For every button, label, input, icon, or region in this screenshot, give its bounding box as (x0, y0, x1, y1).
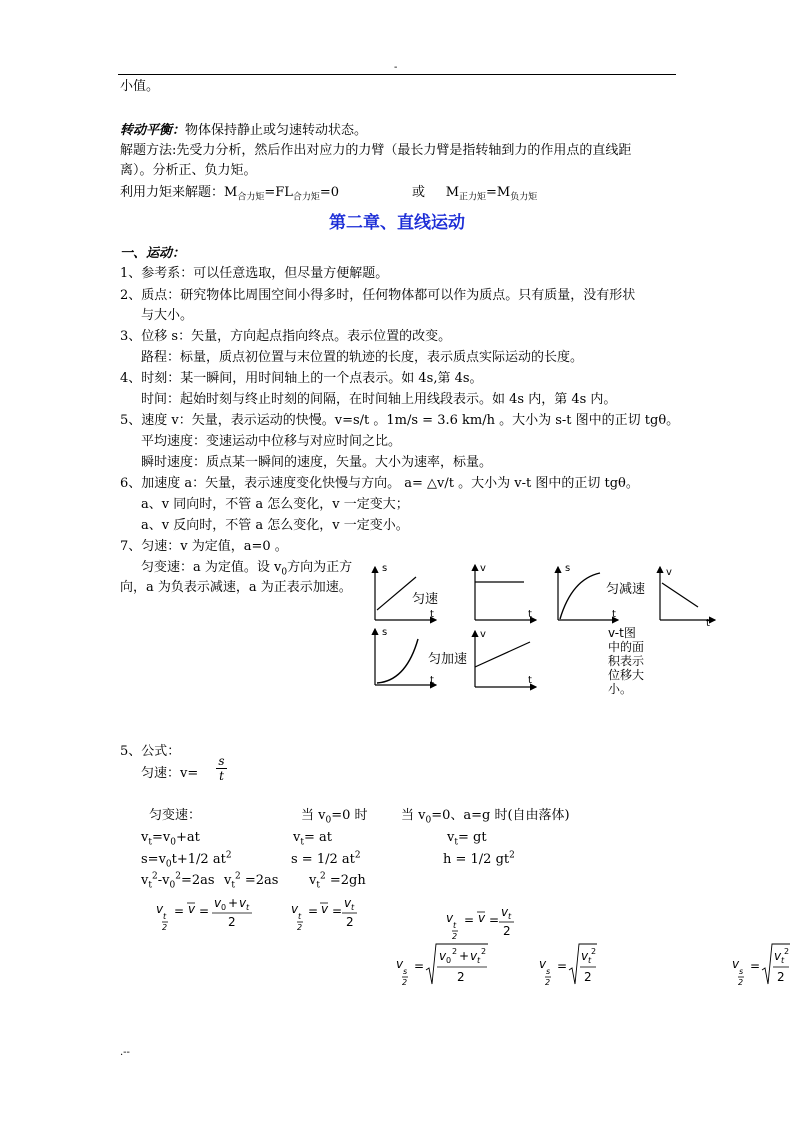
torque-sub: 合力矩 (237, 192, 265, 203)
t: = gt (457, 830, 487, 845)
note-line: 位移大 (608, 668, 645, 682)
svg-text:t: t (163, 912, 167, 921)
t: t+1/2 at (171, 852, 226, 867)
section-heading: 一、运动： (120, 246, 186, 261)
svg-text:v: v (539, 957, 547, 971)
svg-text:2: 2 (228, 915, 236, 929)
svg-text:v: v (396, 957, 404, 971)
axis-label-y: v (666, 567, 672, 578)
svg-text:2: 2 (738, 978, 744, 987)
graph-label: 匀加速 (428, 652, 468, 667)
s: 2 (319, 871, 326, 882)
svg-text:=: = (199, 904, 210, 918)
axis-label-x: t (528, 609, 532, 620)
uniform-formula (141, 754, 227, 784)
torque-sub: 负力矩 (510, 192, 538, 203)
rotation-balance-label: 转动平衡： (120, 123, 186, 138)
item-displacement: 3、位移 s：矢量，方向起点指向终点。表示位置的改变。 (120, 329, 452, 344)
svg-text:t: t (453, 921, 457, 930)
svg-text:2: 2 (297, 923, 303, 932)
svg-text:v: v (581, 949, 589, 963)
t: =v (151, 830, 171, 845)
item-particle: 2、质点：研究物体比周围空间小得多时，任何物体都可以作为质点。只有质量，没有形状 (120, 288, 636, 303)
s: 0 (425, 815, 432, 826)
s: 2 (151, 871, 158, 882)
svg-text:2: 2 (402, 978, 408, 987)
header-dash: - (394, 62, 398, 73)
height-formula-freefall (443, 850, 515, 870)
t: -v (157, 873, 170, 888)
velocity-formula (141, 828, 200, 848)
svg-text:v: v (774, 949, 782, 963)
method-line-2: 离）。分析正、负力矩。 (120, 163, 257, 178)
item-same-direction: a、v 同向时，不管 a 怎么变化，v 一定变大； (141, 497, 409, 512)
item-uniform: 7、匀速：v 为定值，a=0 。 (120, 539, 288, 554)
s: t (454, 837, 458, 848)
t: 当 v (401, 808, 426, 823)
s: 2 (225, 850, 232, 861)
torque-eq: =M (486, 185, 511, 200)
s-over-t-fraction (216, 754, 226, 783)
mid-time-velocity-eq-1 (150, 893, 370, 933)
mid-displacement-velocity-eq-2 (535, 940, 605, 990)
torque-m: M (445, 185, 459, 200)
col1-heading: 匀变速： (149, 808, 202, 823)
s: 2 (234, 871, 241, 882)
svg-text:v: v (478, 911, 486, 925)
t: s=v (141, 852, 166, 867)
svg-text:v: v (344, 896, 352, 910)
vsquare-formula (141, 871, 215, 891)
motion-graphs (360, 555, 720, 715)
svg-text:v: v (188, 902, 196, 916)
item-uniform-accel-cont: 向，a 为负表示减速，a 为正表示加速。 (120, 580, 352, 595)
axis-label-y: v (480, 563, 486, 574)
method-line-1: 解题方法:先受力分析，然后作出对应力的力臂（最长力臂是指转轴到力的作用点的直线距 (120, 143, 632, 158)
t: =0 时 (331, 808, 368, 823)
t: =2as (180, 873, 215, 888)
note-line: v-t图 (608, 626, 636, 640)
svg-text:=: = (174, 904, 185, 918)
svg-text:s: s (739, 967, 744, 976)
s: t (300, 837, 304, 848)
svg-text:v: v (439, 949, 447, 963)
svg-text:v: v (321, 902, 329, 916)
axis-label-y: s (382, 627, 388, 638)
svg-text:v: v (156, 902, 164, 916)
axis-label-y: s (382, 563, 388, 574)
item-uniform-accel (141, 558, 352, 578)
svg-text:2: 2 (584, 970, 592, 984)
rotation-balance-line (120, 120, 367, 141)
s: t (231, 880, 235, 891)
svg-text:2: 2 (162, 923, 168, 932)
graph-s-t-accelerate (375, 627, 467, 686)
axis-label-x: t (612, 609, 616, 620)
svg-text:s: s (403, 967, 408, 976)
col2-heading (301, 806, 368, 826)
t: =2gh (325, 873, 366, 888)
svg-text:t: t (246, 903, 250, 912)
torque-mid: =0 (319, 185, 340, 200)
t: =2as (240, 873, 279, 888)
t: s = 1/2 at (291, 852, 355, 867)
uniform-label: 匀速：v= (141, 766, 199, 781)
rotation-balance-text: 物体保持静止或匀速转动状态。 (185, 123, 368, 138)
s: t (148, 880, 152, 891)
displacement-formula (141, 850, 232, 870)
item-opposite-direction: a、v 反向时，不管 a 怎么变化，v 一定变小。 (141, 518, 409, 533)
svg-text:t: t (298, 912, 302, 921)
axis-label-y: s (565, 563, 571, 574)
svg-text:0: 0 (221, 903, 227, 912)
footer-mark: .-- (120, 1047, 130, 1058)
svg-text:t: t (781, 956, 785, 965)
vsquare-formula-freefall (309, 871, 366, 891)
torque-lead: 利用力矩来解题：M (120, 185, 238, 200)
svg-text:v: v (732, 957, 740, 971)
svg-text:v: v (291, 902, 299, 916)
svg-text:2: 2 (784, 947, 790, 956)
graph-v-t-accelerate (475, 629, 536, 687)
s: 0 (325, 815, 332, 826)
s: 0 (169, 880, 176, 891)
displacement-formula-zero (291, 850, 361, 870)
svg-text:=: = (750, 959, 761, 973)
t: +at (175, 830, 200, 845)
svg-text:2: 2 (452, 932, 458, 941)
item-average-velocity: 平均速度：变速运动中位移与对应时间之比。 (141, 434, 402, 449)
note-line: 小。 (608, 682, 633, 696)
svg-text:2: 2 (545, 978, 551, 987)
svg-text:v: v (214, 896, 222, 910)
item-reference-frame: 1、参考系：可以任意选取，但尽量方便解题。 (120, 266, 389, 281)
continued-text: 小值。 (120, 79, 160, 94)
axis-label-x: t (430, 675, 434, 686)
svg-text:=: = (489, 913, 500, 927)
svg-text:v: v (470, 949, 478, 963)
t: h = 1/2 gt (443, 852, 510, 867)
item-distance: 路程：标量，质点初位置与末位置的轨迹的长度，表示质点实际运动的长度。 (141, 350, 584, 365)
svg-text:0: 0 (446, 956, 452, 965)
axis-label-x: t (528, 675, 532, 686)
torque-or: 或 (412, 185, 426, 200)
svg-text:t: t (477, 956, 481, 965)
t: v (141, 830, 149, 845)
s: t (148, 837, 152, 848)
graph-v-t-uniform (475, 563, 536, 620)
graph-s-t-decelerate (558, 563, 645, 620)
s: t (316, 880, 320, 891)
t: 当 v (301, 808, 326, 823)
note-line: 中的面 (608, 640, 645, 654)
svg-text:2: 2 (452, 947, 458, 956)
formula-heading: 5、公式： (120, 744, 181, 759)
s: 2 (509, 850, 515, 861)
svg-text:2: 2 (591, 947, 597, 956)
axis-label-y: v (480, 629, 486, 640)
text-part: 匀变速：a 为定值。设 v (141, 560, 282, 575)
svg-text:=: = (557, 959, 568, 973)
t: =0、a=g 时(自由落体) (431, 808, 570, 823)
svg-text:t: t (508, 912, 512, 921)
t: v (447, 830, 455, 845)
note-line: 积表示 (608, 654, 645, 668)
text-sub: 0 (281, 567, 288, 578)
svg-text:=: = (414, 959, 425, 973)
svg-text:v: v (446, 911, 454, 925)
svg-text:=: = (464, 913, 475, 927)
item-moment: 4、时刻：某一瞬间，用时间轴上的一个点表示。如 4s,第 4s。 (120, 371, 483, 386)
item-acceleration: 6、加速度 a：矢量，表示速度变化快慢与方向。 a= △v/t 。大小为 v-t 图中的正切 tgθ。 (120, 476, 639, 491)
torque-line (120, 183, 339, 203)
mid-displacement-velocity-eq-3 (728, 940, 794, 990)
numerator: s (218, 754, 225, 768)
vt-area-note (608, 626, 645, 696)
torque-alt (412, 183, 537, 203)
item-time: 时间：起始时刻与终止时刻的间隔，在时间轴上用线段表示。如 4s 内，第 4s 内。 (141, 392, 617, 407)
axis-label-x: t (430, 609, 434, 620)
item-velocity: 5、速度 v：矢量，表示运动的快慢。v=s/t 。1m/s = 3.6 km/h 。大小为 s-t 图中的正切 tgθ。 (120, 413, 680, 428)
torque-sub: 合力矩 (292, 192, 320, 203)
mid-displacement-velocity-eq-1 (392, 940, 502, 990)
svg-text:2: 2 (346, 915, 354, 929)
t: v (141, 873, 149, 888)
t: v (224, 873, 232, 888)
denominator: t (219, 769, 224, 783)
text-part: 方向为正方 (287, 560, 353, 575)
t: v (293, 830, 301, 845)
s: 2 (354, 850, 361, 861)
velocity-formula-zero (293, 828, 332, 848)
svg-text:2: 2 (503, 924, 511, 938)
chapter-title: 第二章、直线运动 (329, 213, 465, 233)
item-particle-cont: 与大小。 (141, 308, 194, 323)
graph-s-t-uniform (375, 563, 438, 620)
svg-text:v: v (501, 905, 509, 919)
col3-heading (401, 806, 570, 826)
svg-text:+: + (459, 949, 470, 963)
graph-label: 匀速 (412, 592, 439, 607)
torque-mid: =FL (264, 185, 293, 200)
svg-text:v: v (239, 896, 247, 910)
s: 0 (170, 837, 176, 848)
graph-label: 匀减速 (606, 582, 646, 597)
svg-text:2: 2 (777, 970, 785, 984)
s: 2 (175, 871, 181, 882)
svg-text:s: s (546, 967, 551, 976)
graph-v-t-decelerate (660, 567, 715, 629)
t: = at (303, 830, 332, 845)
svg-text:2: 2 (457, 970, 465, 984)
vsquare-formula-zero (224, 871, 278, 891)
velocity-formula-freefall (447, 828, 487, 848)
svg-text:2: 2 (481, 947, 487, 956)
svg-text:t: t (588, 956, 592, 965)
header-rule (118, 74, 676, 75)
mid-time-velocity-eq-2 (440, 902, 520, 942)
t: v (309, 873, 317, 888)
item-instant-velocity: 瞬时速度：质点某一瞬间的速度，矢量。大小为速率，标量。 (141, 455, 493, 470)
svg-text:=: = (308, 904, 319, 918)
svg-text:t: t (351, 903, 355, 912)
svg-text:+: + (228, 896, 239, 910)
s: 0 (165, 859, 172, 870)
axis-label-x: t (706, 618, 710, 629)
svg-text:=: = (332, 904, 343, 918)
torque-sub: 正力矩 (459, 192, 487, 203)
